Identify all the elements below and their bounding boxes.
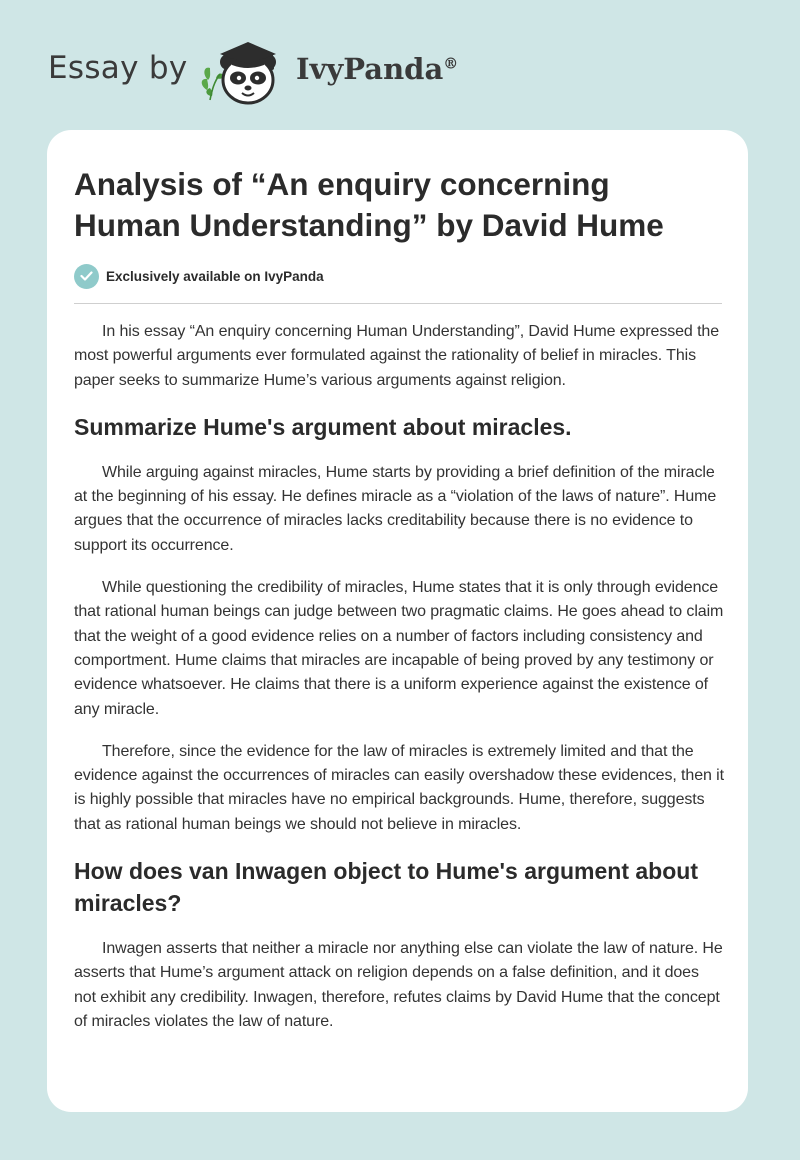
brand-header[interactable] (48, 32, 508, 112)
intro-paragraph: In his essay “An enquiry concerning Human Understanding”, David Hume expressed the most powerful arguments ever formulated against the rationality of belief in miracles. This paper seeks to summarize Hume’s various arguments against religion. (74, 323, 720, 389)
divider (74, 303, 722, 304)
badge-label: Exclusively available on IvyPanda (106, 268, 324, 284)
paragraph: While arguing against miracles, Hume starts by providing a brief definition of the miracle at the beginning of his essay. He defines miracle as a “violation of the laws of nature”. Hume argues that the occurrence of miracles lacks creditability because there is no evidence to support its occurrence. (74, 463, 717, 554)
section-heading-objection: How does van Inwagen object to Hume's argument about miracles? (74, 858, 698, 917)
check-circle-icon (74, 264, 99, 289)
paragraph: Therefore, since the evidence for the law of miracles is extremely limited and that the evidence against the occurrences of miracles can easily overshadow these evidences, then it is highly possible that miracles have no empirical backgrounds. Hume, therefore, suggests that as rational human beings we should not believe in miracles. (74, 742, 724, 833)
brand-name (296, 52, 458, 86)
panda-graduate-logo-icon (198, 34, 294, 110)
page-title: Analysis of “An enquiry concerning Human Understanding” by David Hume (74, 166, 664, 243)
section-heading-summary: Summarize Hume's argument about miracles. (74, 413, 572, 440)
exclusive-badge (74, 263, 324, 289)
brand-prefix: Essay by (48, 50, 188, 86)
essay-body (74, 320, 724, 1052)
paragraph: Inwagen asserts that neither a miracle nor anything else can violate the law of nature. He asserts that Hume’s argument attack on religion depends on a false definition, and it does not exhibit any credibility. Inwagen, therefore, refutes claims by David Hume that the concept of miracles violates the law of nature. (74, 940, 723, 1030)
essay-card (47, 130, 748, 1112)
paragraph: While questioning the credibility of miracles, Hume states that it is only through evidence that rational human beings can judge between two pragmatic claims. He goes ahead to claim that the weight of a good evidence relies on a number of factors including consistency and comportment. Hume claims that miracles are incapable of being proved by any testimony or evidence whatsoever. He claims that there is a uniform experience against the existence of any miracle. (74, 579, 724, 718)
registered-mark: ® (443, 54, 459, 73)
brand-name-text: IvyPanda (296, 52, 444, 86)
